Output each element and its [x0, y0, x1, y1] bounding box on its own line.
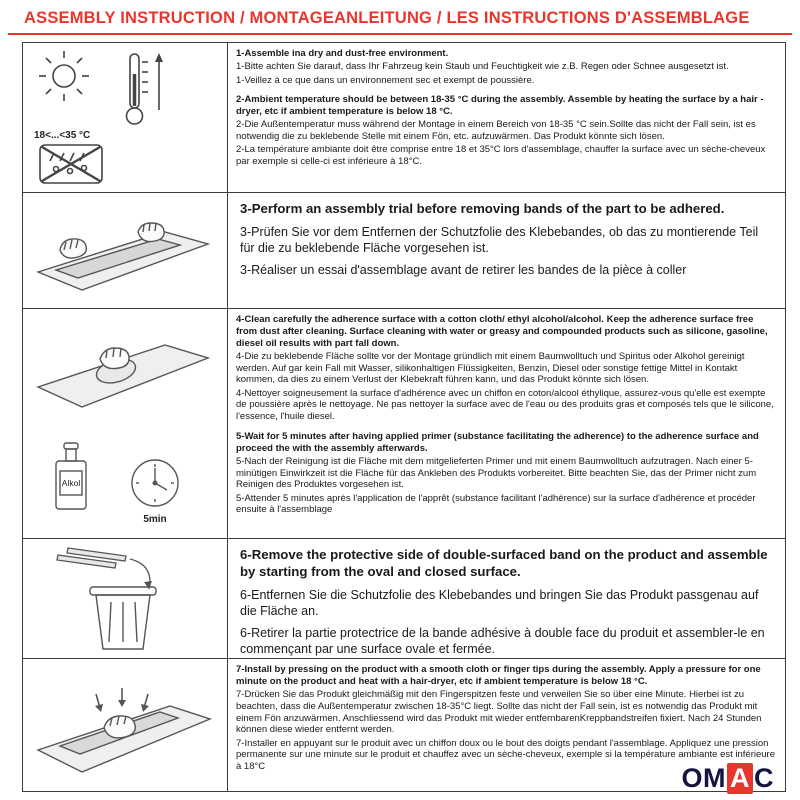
arrow-into-bin-icon: [130, 559, 152, 589]
logo-text-a: A: [727, 763, 753, 794]
text-cell-3: [228, 309, 785, 538]
figure-cell-2: [23, 193, 228, 308]
assembly-trial-illustration: [30, 200, 220, 302]
surface-cleaning-illustration: [30, 315, 220, 533]
pressing-hand-icon: [104, 716, 135, 738]
instruction-7-de: 7-Drücken Sie das Produkt gleichmäßig mit den Fingerspitzen feste und verweilen Sie so über eine Minute. Hierbei ist zu beachten, dass die Außentemperatur zwischen 18-35°C liegt. Sollte das nicht der Fall sein, ist es notwendig das Produkt mit einem Fön anzuwärmen. Anschliessend wird das Produkt mit wieder entfernbarenKreppbandstreifen fixiert. Nach 24 Stunden können diese wieder entfernt werden.: [236, 689, 762, 736]
press-arrows-icon: [95, 688, 149, 712]
instruction-3-fr: 3-Réaliser un essai d'assemblage avant de retirer les bandes de la pièce à coller: [240, 262, 687, 277]
clock-icon: [132, 460, 178, 506]
figure-cell-3: [23, 309, 228, 538]
instruction-2-fr: 2-La température ambiante doit être comprise entre 18 et 35°C lors d'assemblage, chauffer la surface avec un sèche-cheveux par exemple si celle-ci est inférieure à 18°C.: [236, 144, 766, 168]
instruction-4-fr: 4-Nettoyer soigneusement la surface d'adhérence avec un chiffon en coton/alcool éthylique, assurez-vous qu'elle est exempte de poussière après le nettoyage. Ne pas nettoyer la surface avec de l'eau ou des produits gras et composés tels que le silicone, l'essence, l'huile diesel.: [236, 387, 774, 423]
instruction-row-2: [23, 193, 785, 309]
logo-text-om: OM: [681, 763, 726, 793]
logo-text-c: C: [754, 763, 774, 793]
sun-icon: [39, 51, 89, 101]
clock-label: 5min: [143, 513, 167, 525]
instruction-1-de: 1-Bitte achten Sie darauf, dass Ihr Fahrzeug kein Staub und Feuchtigkeit wie z.B. Regen oder Schnee ausgesetzt ist.: [236, 61, 729, 73]
instruction-3-de: 3-Prüfen Sie vor dem Entfernen der Schutzfolie des Klebebandes, ob das zu montierende Teil für die zu beklebende Fläche vorgesehen ist.: [240, 224, 759, 255]
thermometer-icon: [127, 53, 164, 124]
header-divider: [8, 33, 792, 35]
figure-cell-4: [23, 539, 228, 658]
press-install-illustration: [30, 666, 220, 784]
instruction-5-en: 5-Wait for 5 minutes after having applied primer (substance facilitating the adherence) to the adherence surface and proceed the with the assembly afterwards.: [236, 430, 759, 454]
instruction-row-1: [23, 43, 785, 193]
bottle-label: Alkol: [61, 477, 81, 488]
temp-range-label: 18<...<35 °C: [34, 129, 91, 141]
instruction-3-en: 3-Perform an assembly trial before removing bands of the part to be adhered.: [240, 201, 725, 216]
instruction-1-fr: 1-Veillez à ce que dans un environnement sec et exempt de poussière.: [236, 74, 535, 86]
trash-bin-icon: [90, 587, 156, 649]
instruction-2-en: 2-Ambient temperature should be between 18-35 °C during the assembly. Assemble by heating the surface by a hair -dryer, etc if ambient temperature is below 18 °C.: [236, 94, 764, 118]
alcohol-bottle-icon: [56, 443, 86, 509]
text-cell-2: [228, 193, 785, 308]
instruction-6-de: 6-Entfernen Sie die Schutzfolie des Klebebandes und bringen Sie das Produkt passgenau auf die Fläche an.: [240, 587, 759, 618]
instruction-row-5: [23, 659, 785, 791]
omac-logo: [682, 763, 775, 794]
instruction-7-fr: 7-Installer en appuyant sur le produit avec un chiffon doux ou le bout des doigts pendant l'assemblage. Appliquez une pression permanente sur une minute sur le produit et chauffez avec un sèche-cheveux, exemple si la température ambiante est inférieure à 18°C: [236, 737, 775, 773]
instruction-4-de: 4-Die zu beklebende Fläche sollte vor der Montage gründlich mit einem Baumwolltuch und Spiritus oder Alkohol gereinigt werden. Auf gar kein Fall mit Wasser, silikonhaltigen Flüssigkeiten, Benzin, Diesel oder sonstige fettige Mittel in Kontakt kommen, da dies zu einem Verlust der Klebekraft führen kann, und das Produkt könnte sich lösen.: [236, 350, 745, 386]
instruction-table: [22, 42, 786, 792]
instruction-1-en: 1-Assemble ina dry and dust-free environment.: [236, 48, 449, 59]
protective-strips-icon: [57, 548, 126, 568]
instruction-6-fr: 6-Retirer la partie protectrice de la bande adhésive à double face du produit et assembler-le en commençant par une surface ovale et fermée.: [240, 625, 765, 656]
text-cell-1: [228, 43, 785, 192]
text-cell-4: [228, 539, 785, 658]
environment-temperature-illustration: [30, 48, 220, 188]
discard-band-illustration: [30, 545, 220, 653]
instruction-5-fr: 5-Attender 5 minutes après l'application de l'apprêt (substance facilitant l'adhérence) sur la surface d'adhérence et procéder ensuite à l'assemblage: [236, 492, 756, 516]
page-title: ASSEMBLY INSTRUCTION / MONTAGEANLEITUNG / LES INSTRUCTIONS D'ASSEMBLAGE: [24, 9, 750, 27]
figure-cell-1: [23, 43, 228, 192]
instruction-7-en: 7-Install by pressing on the product with a smooth cloth or finger tips during the assembly. Apply a pressure for one minute on the product and heat with a hair-dryer, etc if ambient temperature is below 18 °C.: [236, 664, 761, 687]
instruction-4-en: 4-Clean carefully the adherence surface with a cotton cloth/ ethyl alcohol/alcohol. Keep the adherence surface free from dust after cleaning. Surface cleaning with water or greasy and compounded products such as silicone, gasoline, diesel oil results with part fall down.: [236, 314, 768, 349]
figure-cell-5: [23, 659, 228, 791]
no-rain-snow-icon: [40, 145, 102, 183]
instruction-5-de: 5-Nach der Reinigung ist die Fläche mit dem mitgelieferten Primer und mit einem Baumwolltuch aufzutragen. Nach einer 5-minütigen Einwirkzeit ist die Fläche für das Ankleben des Produkts vorbereitet. Bitte beachten Sie, das der Primer nicht zum Reinigen des Produktes vorgesehen ist.: [236, 455, 757, 491]
sheet-header: [0, 0, 800, 35]
instruction-2-de: 2-Die Außentemperatur muss während der Montage in einem Bereich von 18-35 °C sein.Sollte das nicht der Fall sein, ist es notwendig die zu beklebende Stelle mit einem Fön, etc. aufzuwärmen. Das Produkt könnte sich lösen.: [236, 119, 756, 143]
instruction-row-3: [23, 309, 785, 539]
instruction-6-en: 6-Remove the protective side of double-surfaced band on the product and assemble by starting from the oval and closed surface.: [240, 547, 768, 579]
instruction-row-4: [23, 539, 785, 659]
